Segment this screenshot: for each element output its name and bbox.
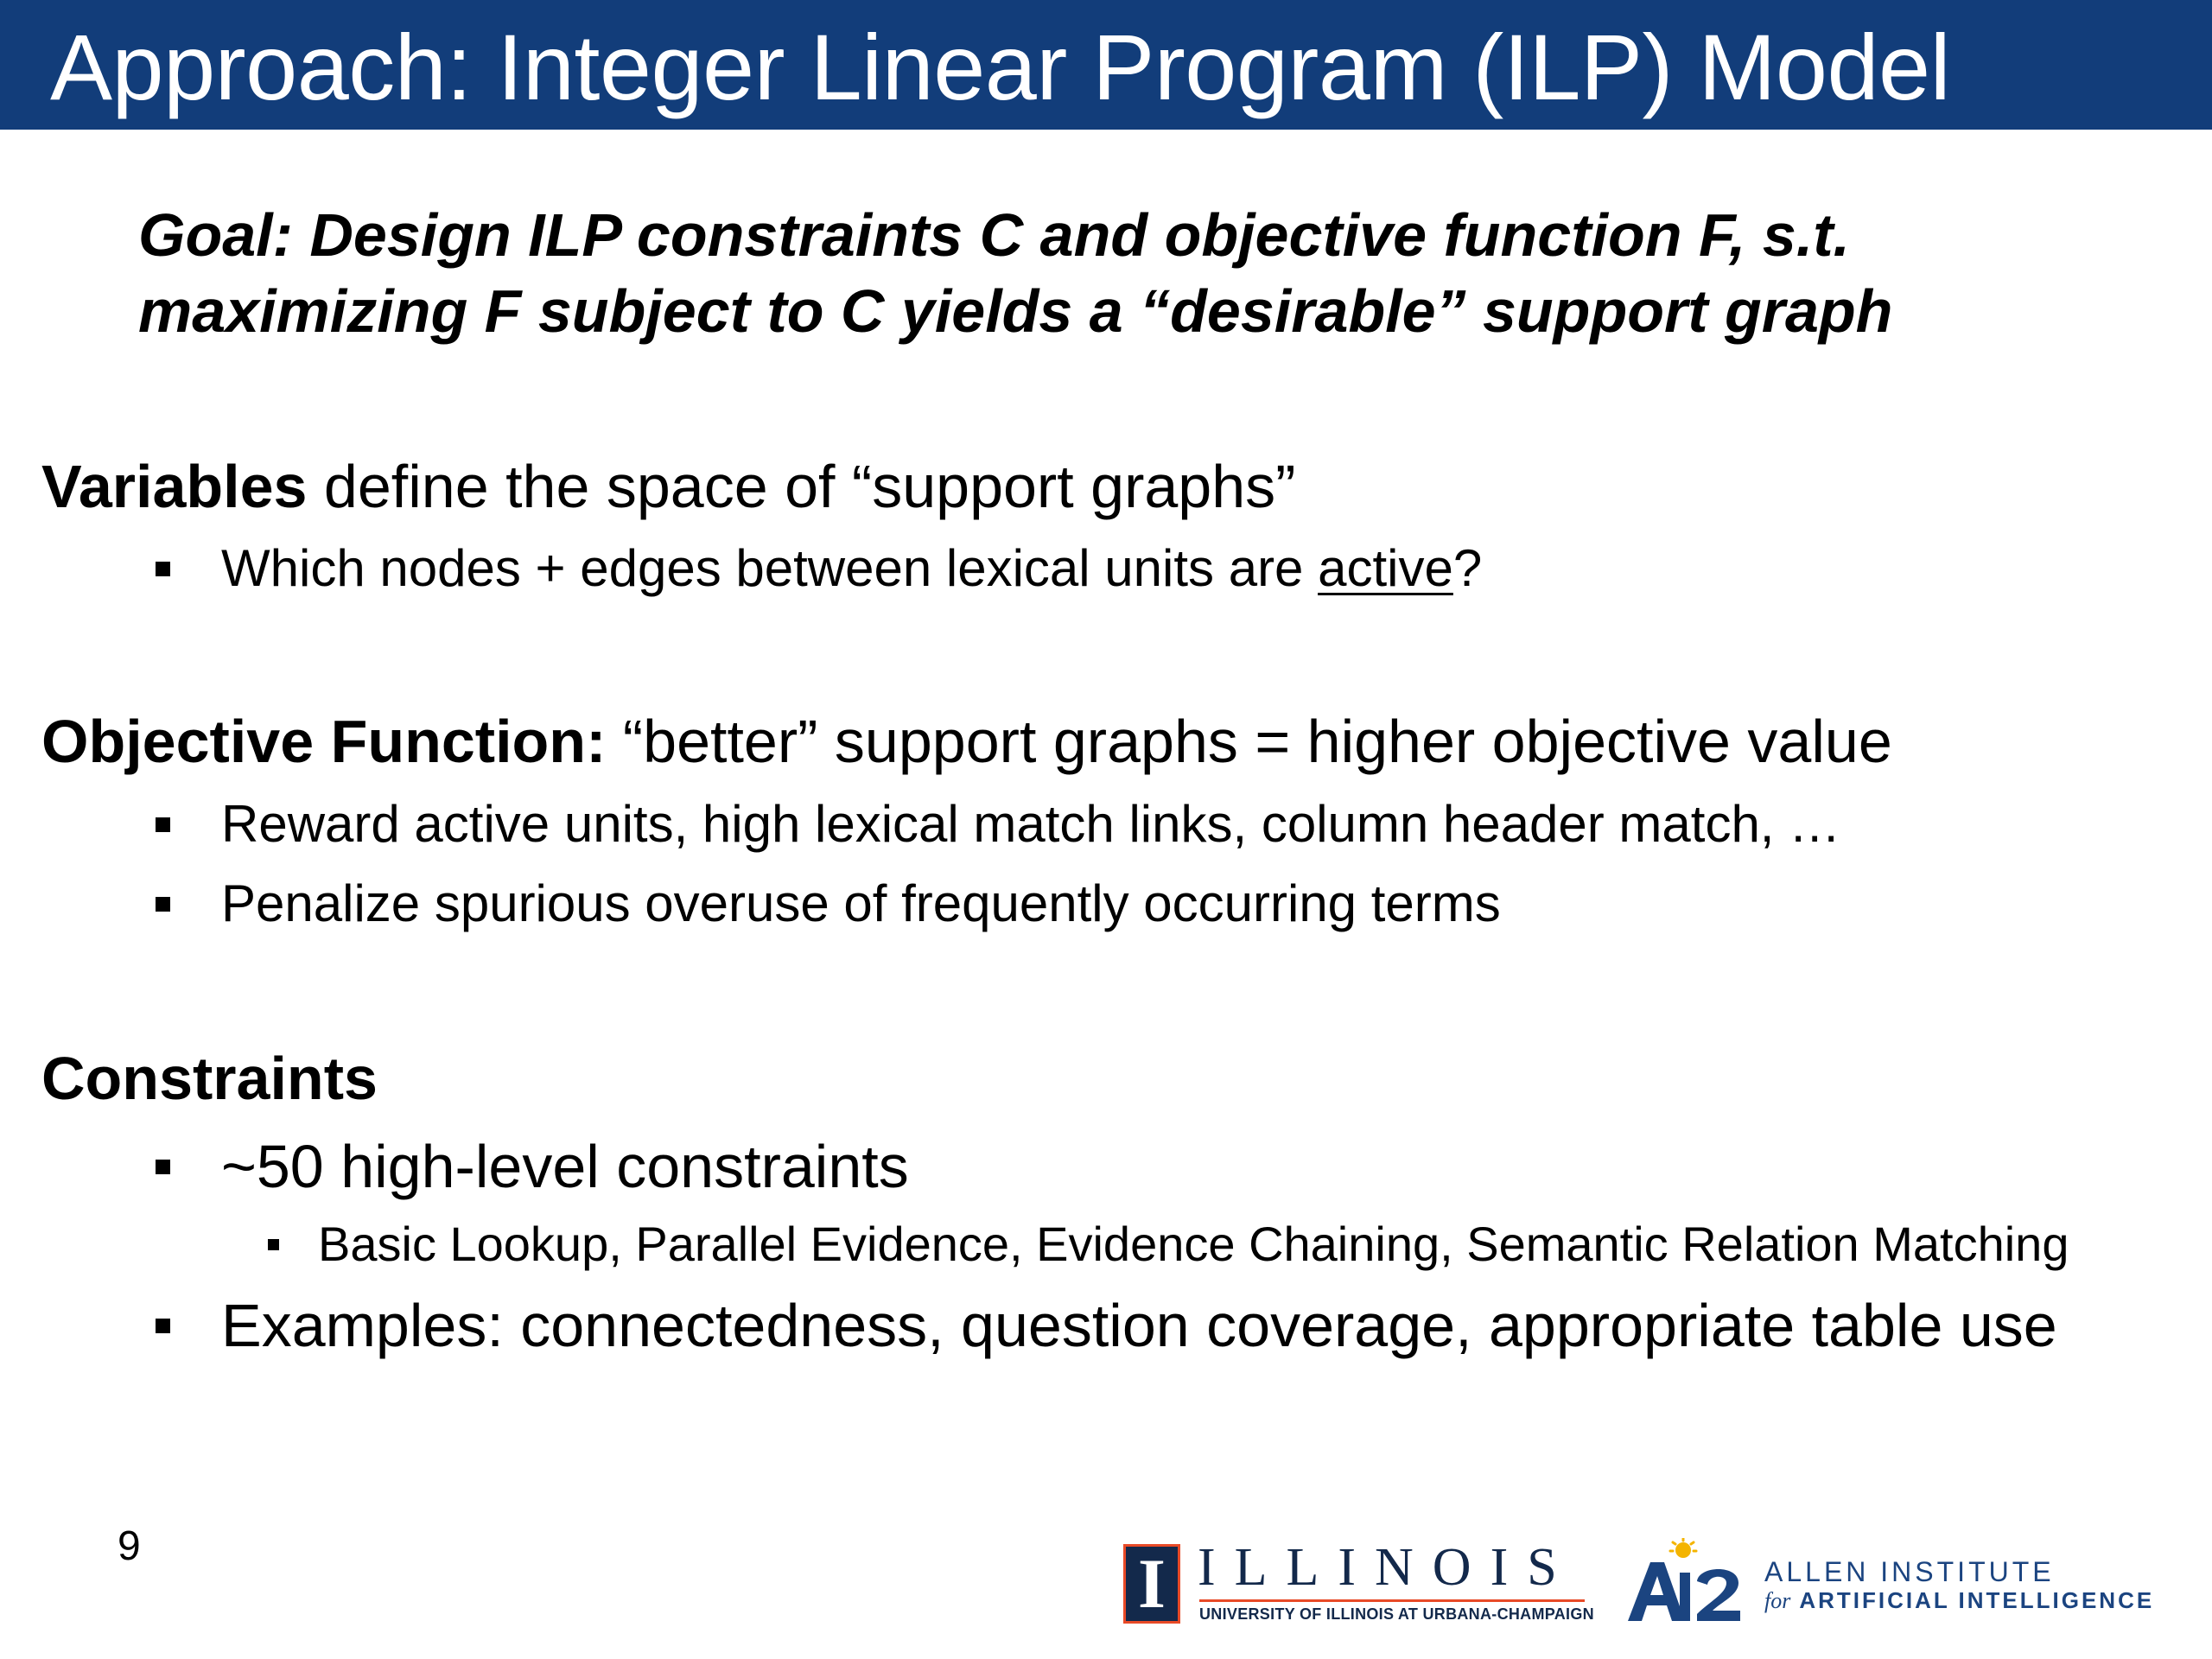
illinois-subtitle: UNIVERSITY OF ILLINOIS AT URBANA-CHAMPAIGN xyxy=(1199,1605,1594,1623)
illinois-block-i-icon xyxy=(1123,1544,1180,1624)
bullet-marker xyxy=(156,1319,170,1333)
objective-bullet-1-text: Reward active units, high lexical match links, column header match, … xyxy=(221,795,1841,853)
variables-bullet-end: ? xyxy=(1452,539,1483,597)
constraints-bullet-1-text: ~50 high-level constraints xyxy=(221,1133,909,1200)
goal-line-1: Goal: Design ILP constraints C and objective function F, s.t. xyxy=(138,201,1850,269)
bullet-marker xyxy=(156,897,170,912)
bullet-marker xyxy=(156,562,170,576)
variables-heading-bold: Variables xyxy=(41,453,308,520)
ai2-line-1: ALLEN INSTITUTE xyxy=(1764,1556,2055,1587)
title-bar xyxy=(0,0,2212,130)
slide-title: Approach: Integer Linear Program (ILP) Model xyxy=(50,15,1951,119)
objective-bullet-2-text: Penalize spurious overuse of frequently occurring terms xyxy=(221,874,1501,932)
bullet-marker xyxy=(156,1160,170,1174)
constraints-sub-bullet-text: Basic Lookup, Parallel Evidence, Evidence Chaining, Semantic Relation Matching xyxy=(318,1217,2069,1271)
goal-line-2: maximizing F subject to C yields a “desirable” support graph xyxy=(138,277,1893,345)
ai2-mark-icon xyxy=(1624,1538,1745,1624)
page-number: 9 xyxy=(118,1523,141,1569)
variables-heading-rest: define the space of “support graphs” xyxy=(307,453,1296,520)
constraints-heading-bold: Constraints xyxy=(41,1045,378,1112)
illinois-wordmark: ILLINOIS xyxy=(1198,1538,1576,1597)
ai2-line-2-text: ARTIFICIAL INTELLIGENCE xyxy=(1799,1587,2155,1613)
ai2-sun-icon xyxy=(1670,1538,1696,1558)
variables-bullet-active: active xyxy=(1318,539,1453,597)
illinois-block-i-letter: I xyxy=(1138,1544,1166,1623)
objective-heading xyxy=(41,704,1892,779)
sub-bullet-marker xyxy=(268,1239,279,1250)
variables-heading xyxy=(41,449,1295,524)
constraints-heading xyxy=(41,1041,378,1116)
illinois-logo xyxy=(1123,1538,1594,1629)
bullet-marker xyxy=(156,817,170,832)
illinois-rule xyxy=(1199,1599,1585,1602)
objective-heading-rest: “better” support graphs = higher objective value xyxy=(606,708,1892,775)
ai2-logo xyxy=(1624,1529,2155,1633)
ai2-for: for xyxy=(1764,1588,1791,1613)
goal-statement xyxy=(138,197,2126,349)
constraints-bullet-2-text: Examples: connectedness, question coverage, appropriate table use xyxy=(221,1292,2057,1359)
variables-bullet-text: Which nodes + edges between lexical units are xyxy=(221,539,1319,597)
objective-heading-bold: Objective Function: xyxy=(41,708,607,775)
ai2-line-2 xyxy=(1764,1586,2154,1615)
